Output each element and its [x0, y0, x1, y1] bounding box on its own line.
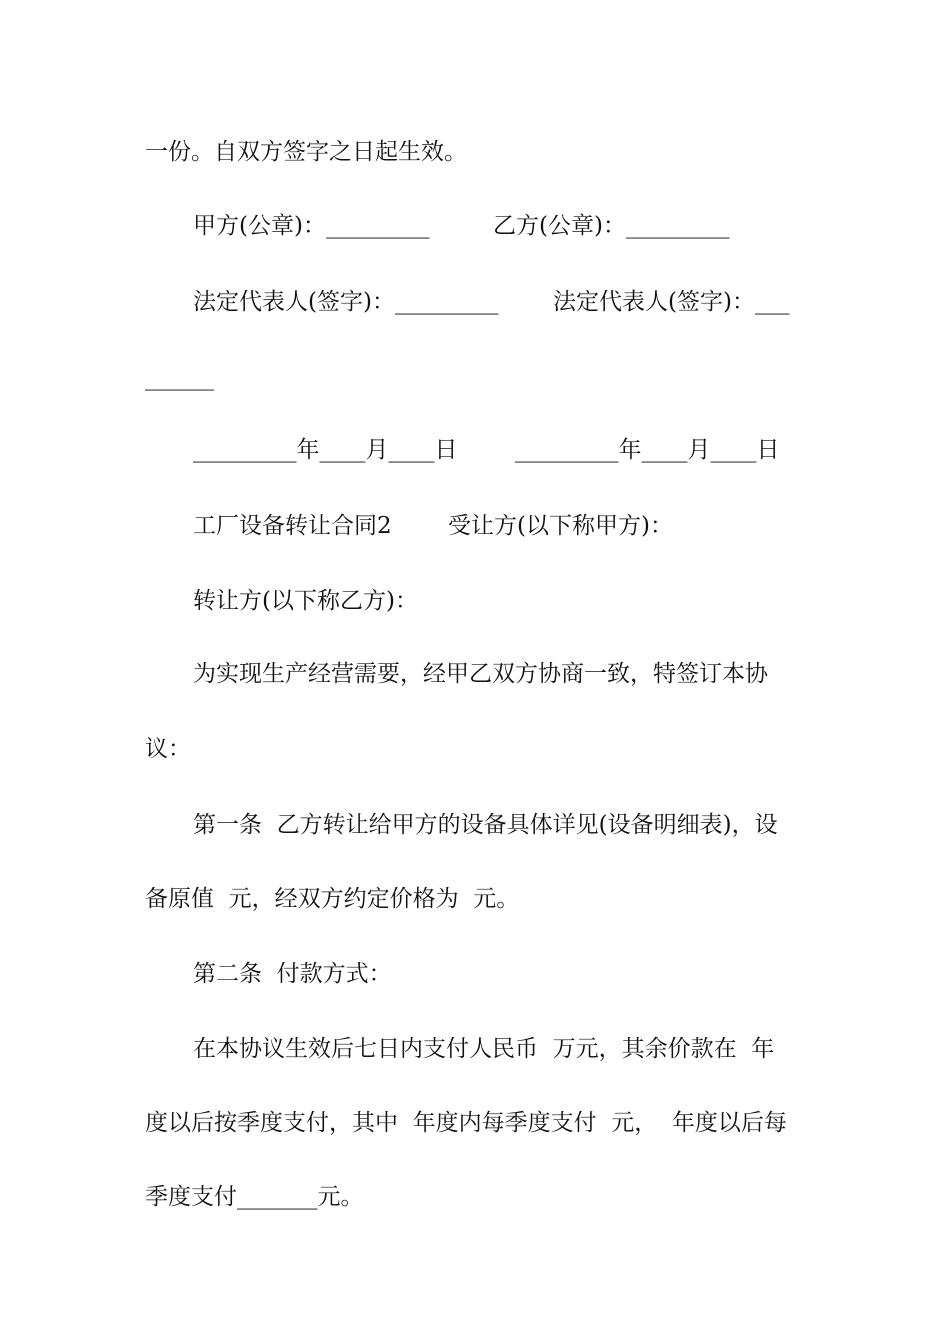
- party-b-seal: 乙方(公章)：_________: [493, 213, 730, 239]
- text-line: 一份。自双方签字之日起生效。: [145, 139, 467, 165]
- transferee-label: 受让方(以下称甲方)：: [448, 513, 673, 539]
- party-b-representative: 法定代表人(签字)：___: [553, 289, 790, 315]
- signature-blank-continued: ______: [145, 365, 214, 391]
- text-line: 在本协议生效后七日内支付人民币 万元，其余价款在 年: [193, 1036, 775, 1062]
- text-line: 议：: [145, 736, 191, 762]
- contract-title: 工厂设备转让合同2: [193, 513, 392, 539]
- party-a-seal: 甲方(公章)：_________: [193, 213, 430, 239]
- article-two: 第二条 付款方式：: [193, 961, 392, 987]
- text-line: 备原值 元，经双方约定价格为 元。: [145, 886, 520, 912]
- transferor-label: 转让方(以下称乙方)：: [193, 588, 418, 614]
- party-a-date: _________年____月____日: [193, 437, 458, 463]
- party-a-representative: 法定代表人(签字)：_________: [193, 289, 499, 315]
- party-b-date: _________年____月____日: [515, 437, 780, 463]
- text-line: 度以后按季度支付，其中 年度内每季度支付 元， 年度以后每: [145, 1110, 787, 1136]
- article-one: 第一条 乙方转让给甲方的设备具体详见(设备明细表)，设: [193, 812, 778, 838]
- text-line: 为实现生产经营需要，经甲乙双方协商一致，特签订本协: [193, 661, 768, 687]
- text-line: 季度支付_______元。: [145, 1184, 364, 1210]
